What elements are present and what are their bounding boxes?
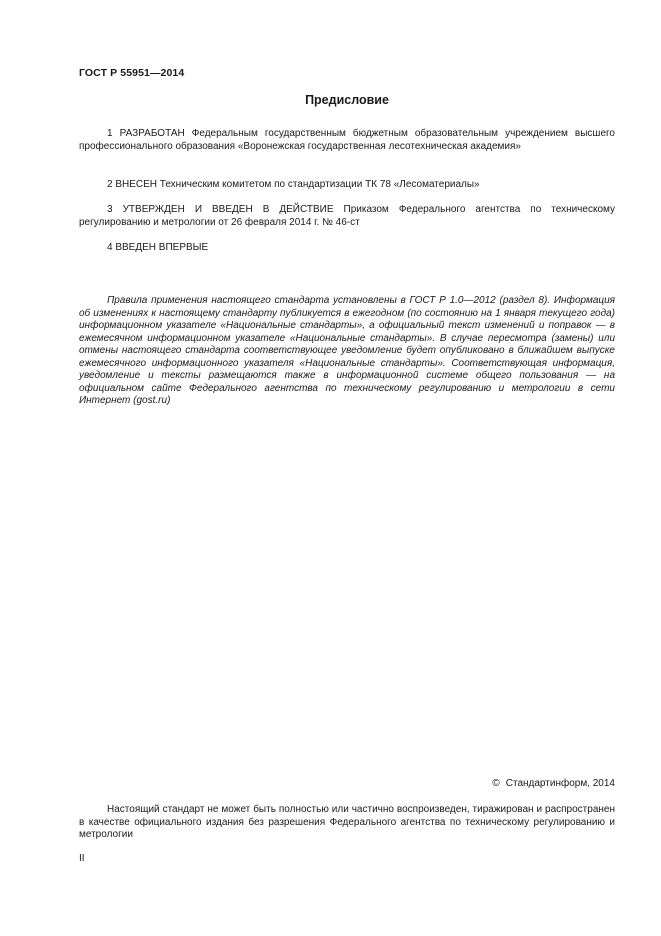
foreword-item-text: 1 РАЗРАБОТАН Федеральным государственным бюджетным образовательным учреждением высшего профессионального образования «Воронежская государственная лесотехническая академия» [79,128,615,152]
copyright-icon: © [492,778,500,789]
foreword-title: Предисловие [305,93,389,107]
page-number: II [79,853,85,864]
copyright-line [492,778,615,791]
notice-text: Правила применения настоящего стандарта установлены в ГОСТ Р 1.0—2012 (раздел 8). Информация об изменениях к настоящему стандарту публикуется в ежегодном (по состоянию на 1 января текущего года) информационном указателе «Национальные стандарты», а официальный текст изменений и поправок — в ежемесячном информационном указателе «Национальные стандарты». В случае пересмотра (замены) или отмены настоящего стандарта соответствующее уведомление будет опубликовано в ближайшем выпуске ежемесячного информационного указателя «Национальные стандарты». Соответствующая информация, уведомление и тексты размещаются также в информационной системе общего пользования — на официальном сайте Федерального агентства по техническому регулированию и метрологии в сети Интернет (gost.ru) [79,295,615,406]
foreword-item-text: 2 ВНЕСЕН Техническим комитетом по стандартизации ТК 78 «Лесоматериалы» [107,179,480,190]
foreword-item-submitted [79,179,615,192]
reproduction-notice [79,804,615,842]
foreword-item-approved [79,204,615,229]
foreword-item-developed [79,128,615,153]
foreword-item-introduced [79,242,615,255]
reproduction-text: Настоящий стандарт не может быть полностью или частично воспроизведен, тиражирован и распространен в качестве официального издания без разрешения Федерального агентства по техническому регулированию и метрологии [79,804,615,840]
foreword-item-text: 3 УТВЕРЖДЕН И ВВЕДЕН В ДЕЙСТВИЕ Приказом Федерального агентства по техническому регулированию и метрологии от 26 февраля 2014 г. № 46-ст [79,204,615,228]
document-code: ГОСТ Р 55951—2014 [79,67,185,79]
foreword-item-text: 4 ВВЕДЕН ВПЕРВЫЕ [107,242,209,253]
copyright-holder: Стандартинформ, 2014 [505,778,615,789]
application-rules-notice [79,295,615,408]
